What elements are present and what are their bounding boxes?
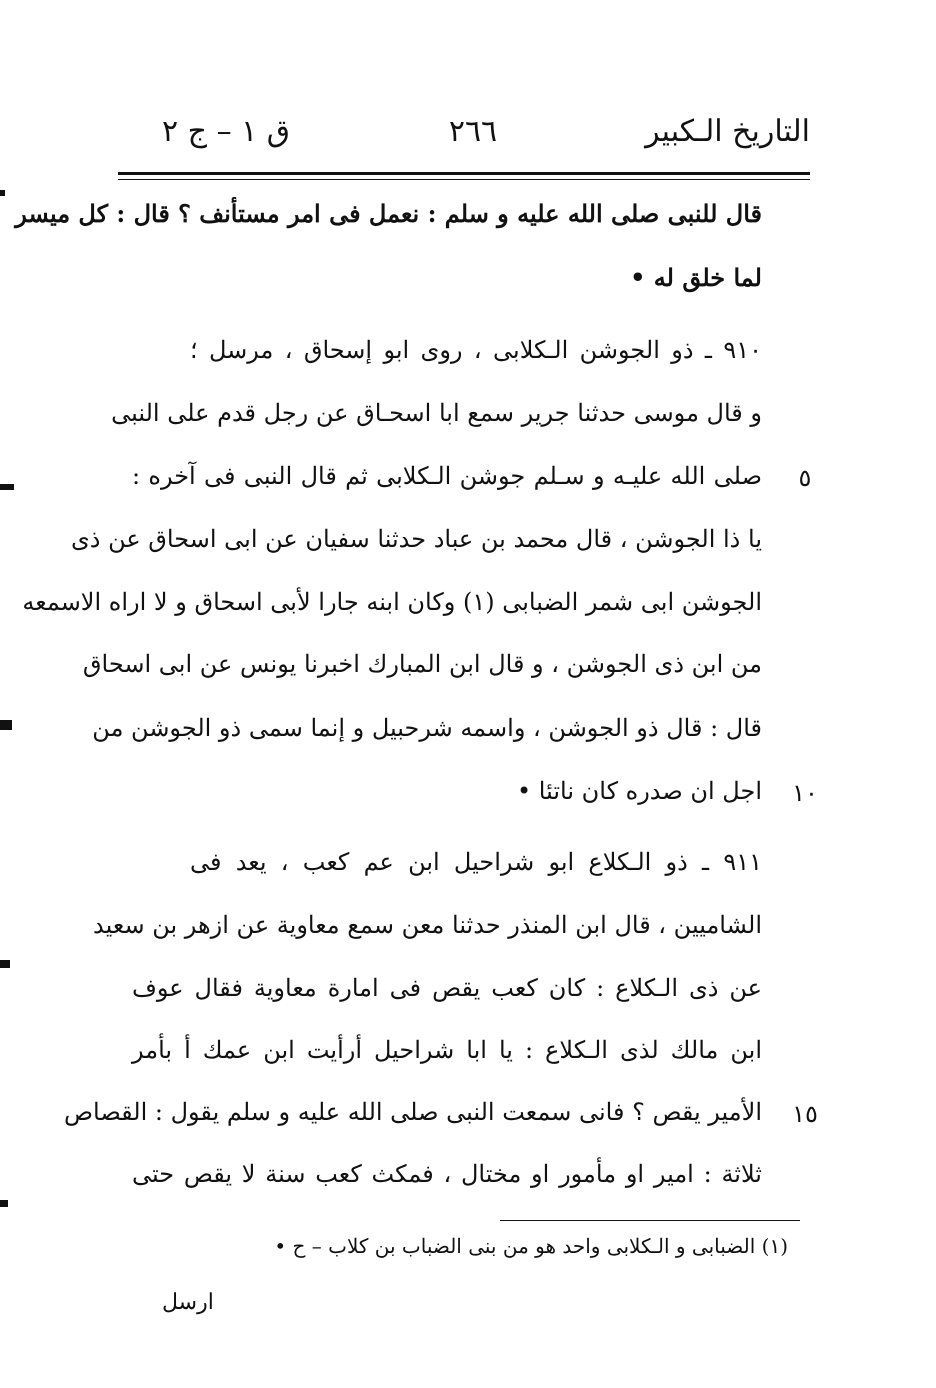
section-reference: ق ١ – ج ٢ bbox=[162, 114, 291, 149]
text-line: عن ذى الـكلاع : كان كعب يقص فى امارة معاوية فقال عوف bbox=[132, 974, 762, 1002]
scan-edge-mark bbox=[0, 1200, 8, 1207]
line-number: ١٠ bbox=[792, 779, 818, 807]
text-line: من ابن ذى الجوشن ، و قال ابن المبارك اخبرنا يونس عن ابى اسحاق bbox=[82, 650, 762, 678]
text-line: صلى الله عليـه و سـلم جوشن الـكلابى ثم قال النبى فى آخره : bbox=[132, 462, 762, 490]
text-line: اجل ان صدره كان ناتئا • bbox=[516, 777, 762, 805]
running-header bbox=[118, 108, 810, 164]
header-rule-thick bbox=[118, 172, 810, 175]
text-line: ابن مالك لذى الـكلاع : يا ابا شراحيل أرأيت ابن عمك أ بأمر bbox=[132, 1036, 762, 1064]
scan-edge-mark bbox=[0, 190, 5, 196]
page-number: ٢٦٦ bbox=[448, 114, 498, 149]
text-line: ثلاثة : امير او مأمور او مختال ، فمكث كعب سنة لا يقص حتى bbox=[132, 1160, 762, 1188]
text-line: الأمير يقص ؟ فانى سمعت النبى صلى الله عليه و سلم يقول : القصاص bbox=[63, 1098, 762, 1126]
text-line: و قال موسى حدثنا جرير سمع ابا اسحـاق عن رجل قدم على النبى bbox=[111, 399, 762, 427]
footnote: (١) الضبابى و الـكلابى واحد هو من بنى الضباب بن كلاب – ح • bbox=[274, 1234, 788, 1258]
line-number: ٥ bbox=[798, 464, 812, 492]
text-line: قال للنبى صلى الله عليه و سلم : نعمل فى امر مستأنف ؟ قال : كل ميسر bbox=[15, 199, 762, 228]
text-line: الشاميين ، قال ابن المنذر حدثنا معن سمع معاوية عن ازهر بن سعيد bbox=[93, 911, 762, 939]
catchword: ارسل bbox=[162, 1290, 214, 1315]
scan-edge-mark bbox=[0, 484, 14, 490]
text-line: قال : قال ذو الجوشن ، واسمه شرحبيل و إنما سمى ذو الجوشن من bbox=[92, 714, 762, 742]
scan-edge-mark bbox=[0, 720, 12, 730]
text-line: الجوشن ابى شمر الضبابى (١) وكان ابنه جارا لأبى اسحاق و لا اراه الاسمعه bbox=[22, 588, 762, 616]
entry-heading-911: ٩١١ ـ ذو الـكلاع ابو شراحيل ابن عم كعب ، يعد فى bbox=[190, 848, 762, 876]
book-title: التاريخ الـكبير bbox=[645, 114, 810, 149]
header-rule-thin bbox=[118, 179, 810, 180]
text-line: يا ذا الجوشن ، قال محمد بن عباد حدثنا سفيان عن ابى اسحاق عن ذى bbox=[70, 525, 762, 553]
entry-heading-910: ٩١٠ ـ ذو الجوشن الـكلابى ، روى ابو إسحاق ، مرسل ؛ bbox=[190, 336, 762, 364]
scan-edge-mark bbox=[0, 960, 10, 968]
footnote-rule bbox=[500, 1220, 800, 1221]
line-number: ١٥ bbox=[792, 1100, 818, 1128]
text-line: لما خلق له • bbox=[630, 263, 762, 292]
